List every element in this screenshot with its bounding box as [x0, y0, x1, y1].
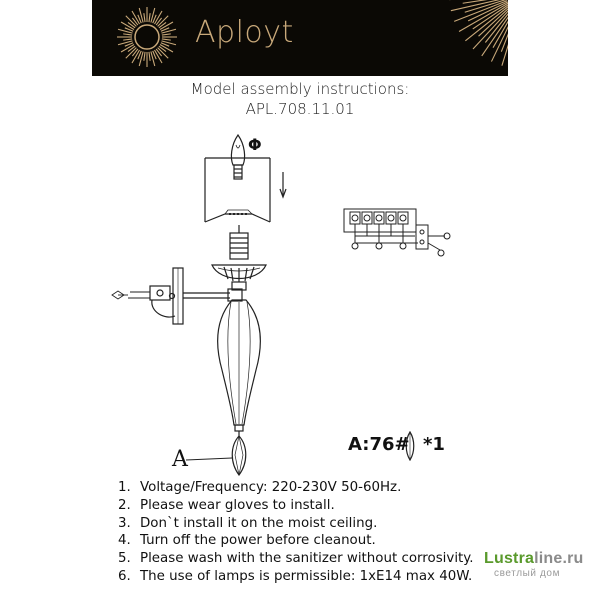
- watermark: [484, 550, 584, 579]
- crystal-drop-icon: [232, 431, 246, 475]
- list-item: 2. Please wear gloves to install.: [118, 497, 335, 513]
- parts-quantity: *1: [423, 434, 445, 455]
- watermark-subtitle: светлый дом: [494, 568, 561, 579]
- socket: [230, 225, 248, 259]
- list-item: 3. Don`t install it on the moist ceiling.: [118, 515, 378, 531]
- parts-code: A:76#: [348, 434, 410, 455]
- glass-body: [218, 300, 261, 431]
- instructions-list: [118, 479, 474, 586]
- model-number: APL.708.11.01: [245, 100, 355, 118]
- page-title: Model assembly instructions:: [190, 80, 410, 98]
- watermark-logo: Lustraline.ru: [484, 550, 584, 567]
- down-arrow-icon: [280, 172, 286, 197]
- callout-line: [186, 458, 232, 460]
- list-item: 6. The use of lamps is permissible: 1xE14 max 40W.: [118, 568, 473, 584]
- list-item: 4. Turn off the power before cleanout.: [118, 533, 376, 549]
- wiring-diagram: [344, 209, 450, 256]
- part-label-a: A: [172, 447, 188, 472]
- brand-name: Aployt: [195, 15, 294, 50]
- rotate-symbol: Φ: [248, 135, 262, 154]
- parts-list: [348, 434, 445, 455]
- list-item: 5. Please wash with the sanitizer without corrosivity.: [118, 551, 474, 567]
- lamp-cup: [212, 265, 266, 290]
- lamp-shade: [205, 158, 270, 222]
- bulb-icon: [231, 135, 244, 179]
- list-item: 1. Voltage/Frequency: 220-230V 50-60Hz.: [118, 480, 402, 495]
